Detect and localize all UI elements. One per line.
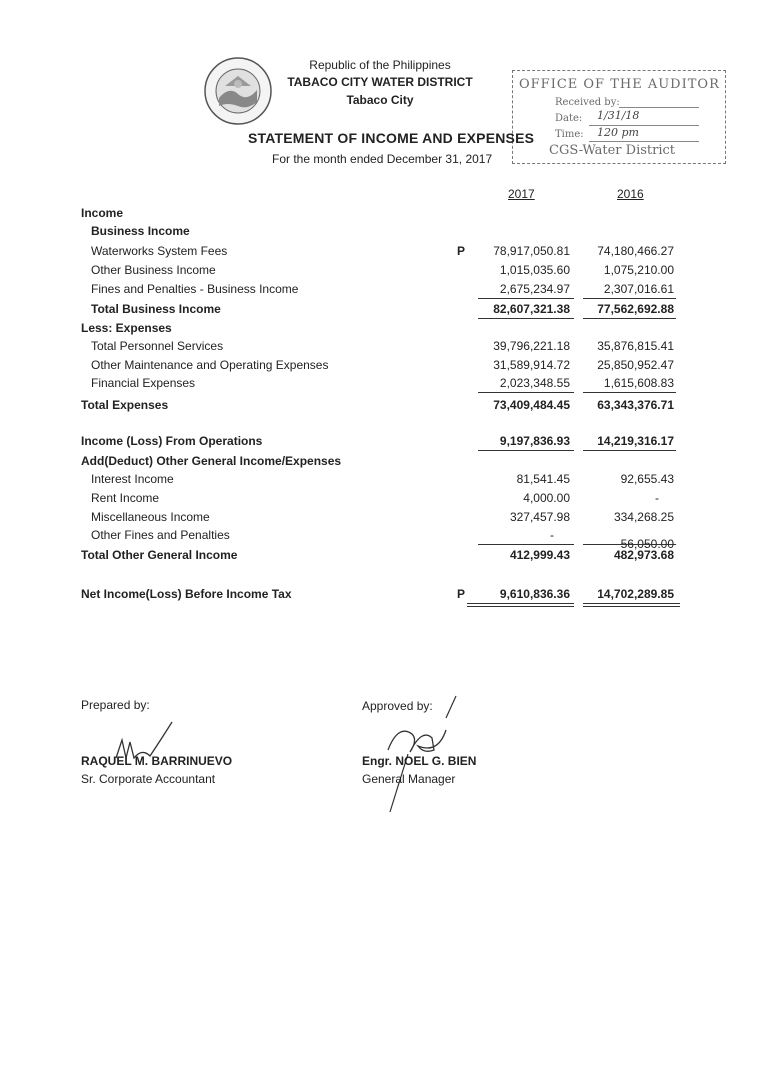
water-district-logo: [203, 56, 273, 126]
row-financial-expenses: [0, 374, 759, 392]
value-2016: 63,343,376.71: [597, 398, 674, 412]
value-2017: 82,607,321.38: [493, 302, 570, 316]
value-2016: 14,219,316.17: [597, 434, 674, 448]
rule-2017: [478, 298, 574, 299]
row-waterworks-fees: [0, 242, 759, 260]
row-income-from-operations: [0, 432, 759, 450]
stamp-date-label: Date:: [555, 113, 583, 124]
row-label: Total Expenses: [81, 398, 169, 412]
row-label: Total Business Income: [91, 302, 221, 316]
row-label: Financial Expenses: [91, 376, 196, 390]
stamp-received-label: Received by:: [555, 97, 620, 108]
organization-city: Tabaco City: [346, 93, 414, 107]
row-label: Total Other General Income: [81, 548, 238, 562]
peso-sign: P: [457, 587, 466, 601]
double-rule-2017: [467, 603, 574, 604]
value-2016: 74,180,466.27: [597, 244, 674, 258]
peso-sign: P: [457, 244, 466, 258]
row-label: Total Personnel Services: [91, 339, 224, 353]
stamp-time-label: Time:: [555, 129, 584, 140]
value-2016: 334,268.25: [613, 510, 674, 524]
value-2017: 4,000.00: [523, 491, 570, 505]
value-2016: 2,307,016.61: [603, 282, 674, 296]
rule-2017: [478, 450, 574, 451]
value-2017: -: [550, 528, 554, 542]
value-2017: 2,023,348.55: [499, 376, 570, 390]
value-2017: 412,999.43: [509, 548, 570, 562]
value-2016: -: [655, 491, 659, 505]
row-rent-income: [0, 489, 759, 507]
double-rule-2016: [583, 606, 680, 607]
row-label: Rent Income: [91, 491, 160, 505]
value-2017: 78,917,050.81: [493, 244, 570, 258]
row-fines-business-income: [0, 280, 759, 298]
double-rule-2016: [583, 603, 680, 604]
row-label: Other Business Income: [91, 263, 216, 277]
rule-2016: [583, 450, 676, 451]
rule-2017: [478, 544, 574, 545]
organization-name: TABACO CITY WATER DISTRICT: [287, 75, 473, 89]
rule-2016: [583, 392, 676, 393]
row-label: Income (Loss) From Operations: [81, 434, 263, 448]
stamp-date-value: 1/31/18: [597, 109, 640, 122]
row-total-business-income: [0, 300, 759, 318]
stamp-office: OFFICE OF THE AUDITOR: [519, 77, 720, 92]
row-business-income-heading: [0, 222, 759, 240]
row-miscellaneous-income: [0, 508, 759, 526]
row-label: Other Maintenance and Operating Expenses: [91, 358, 329, 372]
value-2016: 14,702,289.85: [597, 587, 674, 601]
row-label: Fines and Penalties - Business Income: [91, 282, 299, 296]
stamp-district: CGS-Water District: [549, 143, 675, 158]
value-2017: 327,457.98: [509, 510, 570, 524]
row-label: Miscellaneous Income: [91, 510, 210, 524]
value-2016: 482,973.68: [613, 548, 674, 562]
row-income-heading: [0, 204, 759, 222]
rule-2016: [583, 544, 676, 545]
row-label: Less: Expenses: [81, 321, 172, 335]
stamp-time-line: [589, 141, 699, 142]
approved-by-name: Engr. NOEL G. BIEN: [362, 754, 477, 768]
row-other-fines-penalties: [0, 526, 759, 551]
value-2016: 92,655.43: [620, 472, 674, 486]
row-other-business-income: [0, 261, 759, 279]
column-2016-header: 2016: [617, 187, 644, 201]
row-personnel-services: [0, 337, 759, 355]
prepared-by-label: Prepared by:: [81, 698, 150, 712]
value-2016: 35,876,815.41: [597, 339, 674, 353]
value-2017: 1,015,035.60: [499, 263, 570, 277]
prepared-by-title: Sr. Corporate Accountant: [81, 772, 216, 786]
row-label: Business Income: [91, 224, 190, 238]
value-2017: 31,589,914.72: [493, 358, 570, 372]
value-2016: 1,615,608.83: [603, 376, 674, 390]
value-2017: 9,610,836.36: [499, 587, 570, 601]
value-2017: 9,197,836.93: [499, 434, 570, 448]
row-other-general-heading: [0, 452, 759, 470]
statement-period: For the month ended December 31, 2017: [272, 152, 493, 166]
row-label: Waterworks System Fees: [91, 244, 228, 258]
statement-title: STATEMENT OF INCOME AND EXPENSES: [248, 130, 535, 146]
row-net-income-before-tax: [0, 585, 759, 603]
row-less-expenses-heading: [0, 319, 759, 337]
value-2017: 2,675,234.97: [499, 282, 570, 296]
row-total-other-general-income: [0, 546, 759, 564]
rule-2017: [478, 392, 574, 393]
value-2016: 77,562,692.88: [597, 302, 674, 316]
value-2016: 25,850,952.47: [597, 358, 674, 372]
value-2016: 56,050.00: [620, 537, 674, 551]
approved-by-title: General Manager: [362, 772, 456, 786]
rule-2016: [583, 298, 676, 299]
column-2017-header: 2017: [508, 187, 535, 201]
row-interest-income: [0, 470, 759, 488]
row-label: Net Income(Loss) Before Income Tax: [81, 587, 292, 601]
row-label: Income: [81, 206, 124, 220]
received-stamp: [512, 70, 726, 164]
stamp-time-value: 120 pm: [597, 126, 639, 139]
double-rule-2017: [467, 606, 574, 607]
value-2017: 81,541.45: [516, 472, 570, 486]
row-label: Add(Deduct) Other General Income/Expenses: [81, 454, 342, 468]
stamp-received-line: [619, 107, 699, 108]
value-2017: 39,796,221.18: [493, 339, 570, 353]
row-label: Interest Income: [91, 472, 174, 486]
row-mooe: [0, 356, 759, 374]
value-2017: 73,409,484.45: [493, 398, 570, 412]
prepared-by-name: RAQUEL M. BARRINUEVO: [81, 754, 233, 768]
republic-line: Republic of the Philippines: [309, 58, 451, 72]
row-total-expenses: [0, 396, 759, 414]
row-label: Other Fines and Penalties: [91, 528, 230, 542]
approved-by-label: Approved by:: [362, 699, 433, 713]
value-2016: 1,075,210.00: [603, 263, 674, 277]
